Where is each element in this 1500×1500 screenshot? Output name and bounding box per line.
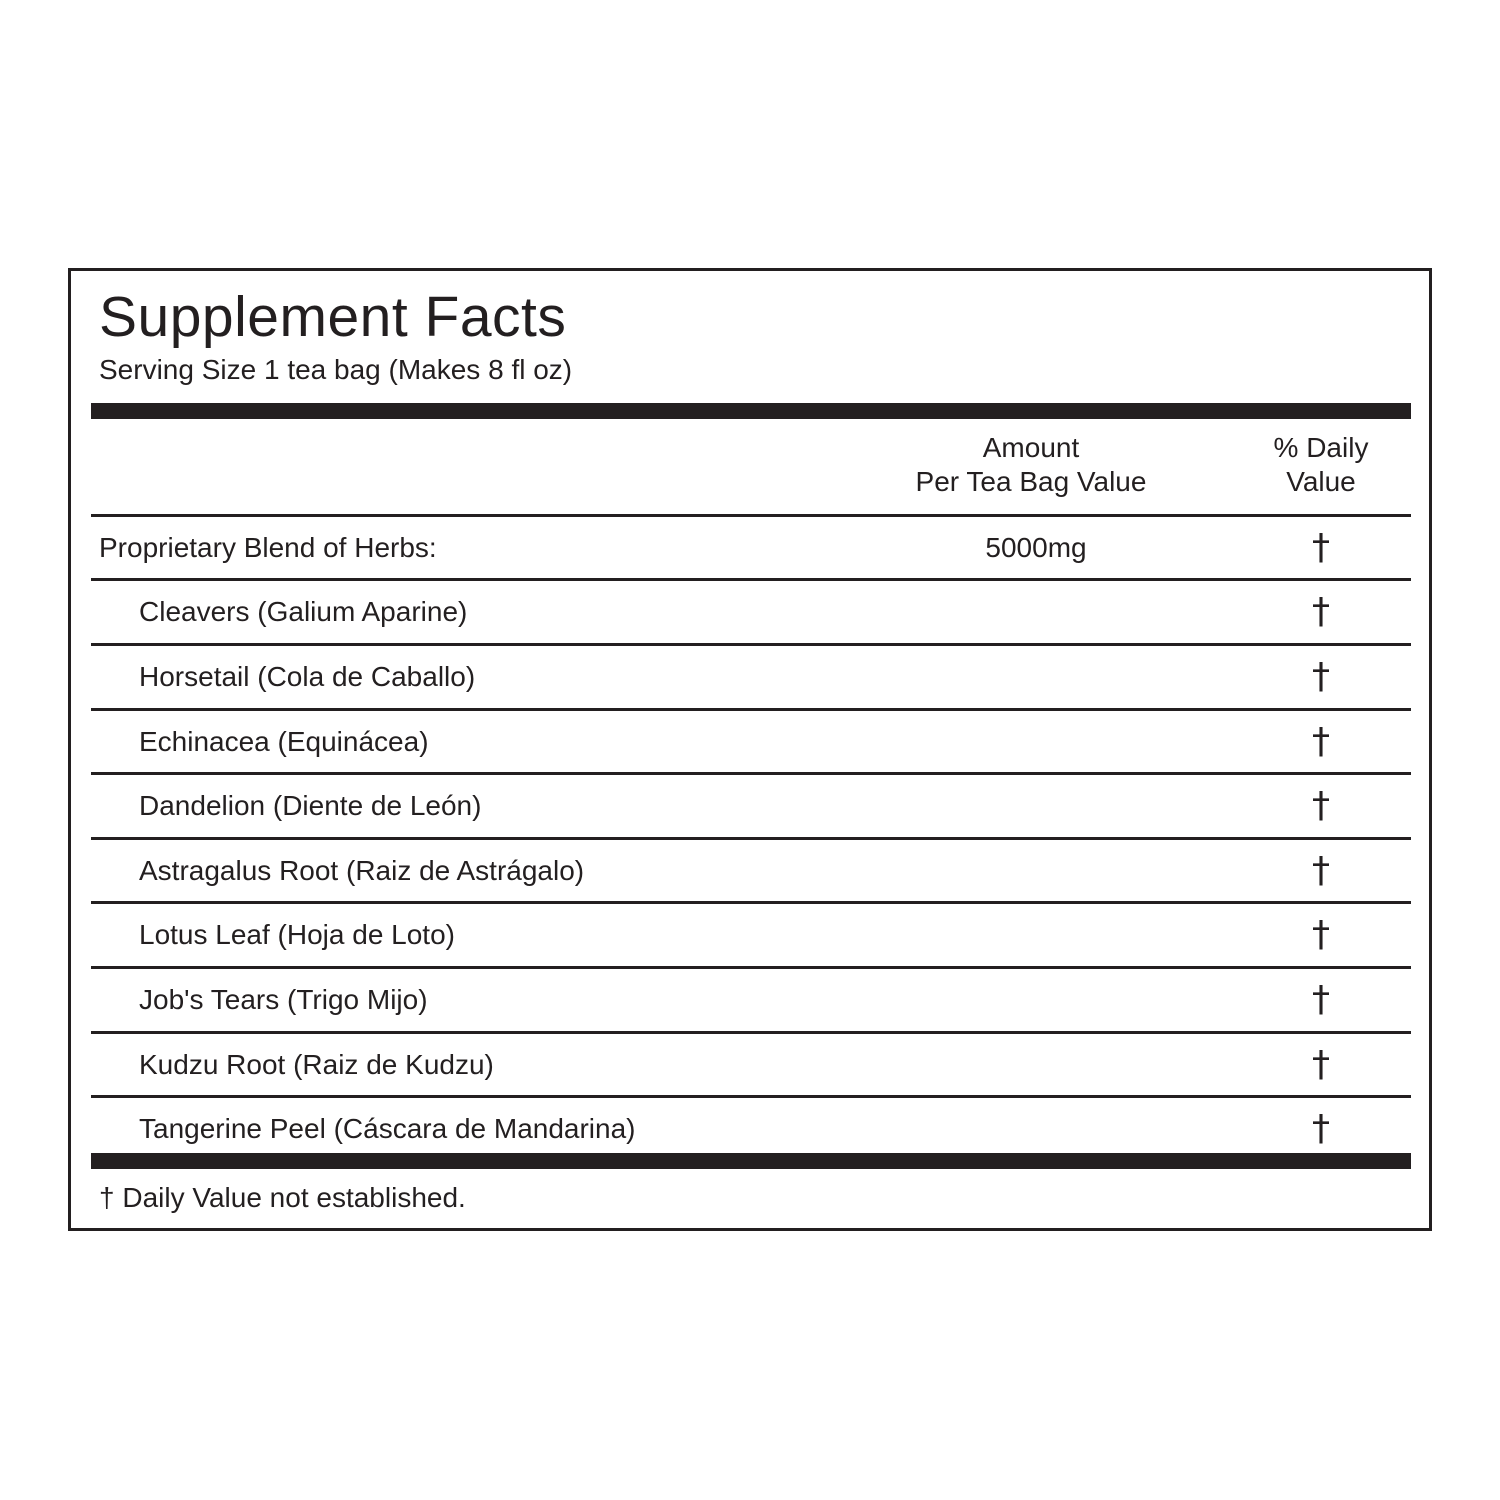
thick-divider-bottom: [91, 1153, 1411, 1169]
ingredient-row: [91, 1035, 1411, 1097]
row-divider: [91, 901, 1411, 904]
header-amount-line2: Per Tea Bag Value: [915, 466, 1147, 497]
ingredient-daily-value: †: [1312, 721, 1330, 762]
ingredient-name: Astragalus Root (Raiz de Astrágalo): [139, 855, 585, 886]
thick-divider-top: [91, 403, 1411, 419]
blend-amount: 5000mg: [985, 532, 1087, 563]
ingredient-name: Horsetail (Cola de Caballo): [139, 661, 476, 692]
row-divider: [91, 1095, 1411, 1098]
header-daily-value: [1221, 431, 1421, 499]
blend-row: [91, 518, 1411, 580]
blend-daily-value: †: [1312, 527, 1330, 568]
ingredient-name: Kudzu Root (Raiz de Kudzu): [139, 1049, 494, 1080]
row-divider: [91, 772, 1411, 775]
header-divider: [91, 514, 1411, 517]
ingredient-row: [91, 1099, 1411, 1161]
ingredient-daily-value: †: [1312, 656, 1330, 697]
row-divider: [91, 966, 1411, 969]
ingredient-row: [91, 841, 1411, 903]
header-dv-line2: Value: [1286, 466, 1356, 497]
ingredient-daily-value: †: [1312, 591, 1330, 632]
row-divider: [91, 1031, 1411, 1034]
ingredient-daily-value: †: [1312, 1044, 1330, 1085]
ingredient-row: [91, 905, 1411, 967]
ingredient-daily-value: †: [1312, 1108, 1330, 1149]
ingredient-daily-value: †: [1312, 979, 1330, 1020]
ingredient-name: Lotus Leaf (Hoja de Loto): [139, 919, 455, 950]
panel-title: Supplement Facts: [99, 285, 567, 349]
ingredient-name: Cleavers (Galium Aparine): [139, 596, 468, 627]
ingredient-name: Job's Tears (Trigo Mijo): [139, 984, 428, 1015]
ingredient-row: [91, 712, 1411, 774]
row-divider: [91, 643, 1411, 646]
ingredient-row: [91, 970, 1411, 1032]
row-divider: [91, 578, 1411, 581]
header-amount: [871, 431, 1191, 499]
row-divider: [91, 837, 1411, 840]
ingredient-name: Tangerine Peel (Cáscara de Mandarina): [139, 1113, 636, 1144]
ingredient-row: [91, 776, 1411, 838]
ingredient-row: [91, 582, 1411, 644]
blend-name: Proprietary Blend of Herbs:: [99, 532, 437, 563]
ingredient-row: [91, 647, 1411, 709]
ingredient-daily-value: †: [1312, 850, 1330, 891]
serving-size: Serving Size 1 tea bag (Makes 8 fl oz): [99, 354, 573, 385]
ingredient-name: Echinacea (Equinácea): [139, 726, 429, 757]
row-divider: [91, 708, 1411, 711]
supplement-facts-panel: [68, 268, 1432, 1231]
header-amount-line1: Amount: [982, 432, 1080, 463]
ingredient-name: Dandelion (Diente de León): [139, 790, 482, 821]
ingredient-daily-value: †: [1312, 785, 1330, 826]
header-dv-line1: % Daily: [1273, 432, 1369, 463]
footnote: † Daily Value not established.: [99, 1182, 466, 1213]
ingredient-daily-value: †: [1312, 914, 1330, 955]
